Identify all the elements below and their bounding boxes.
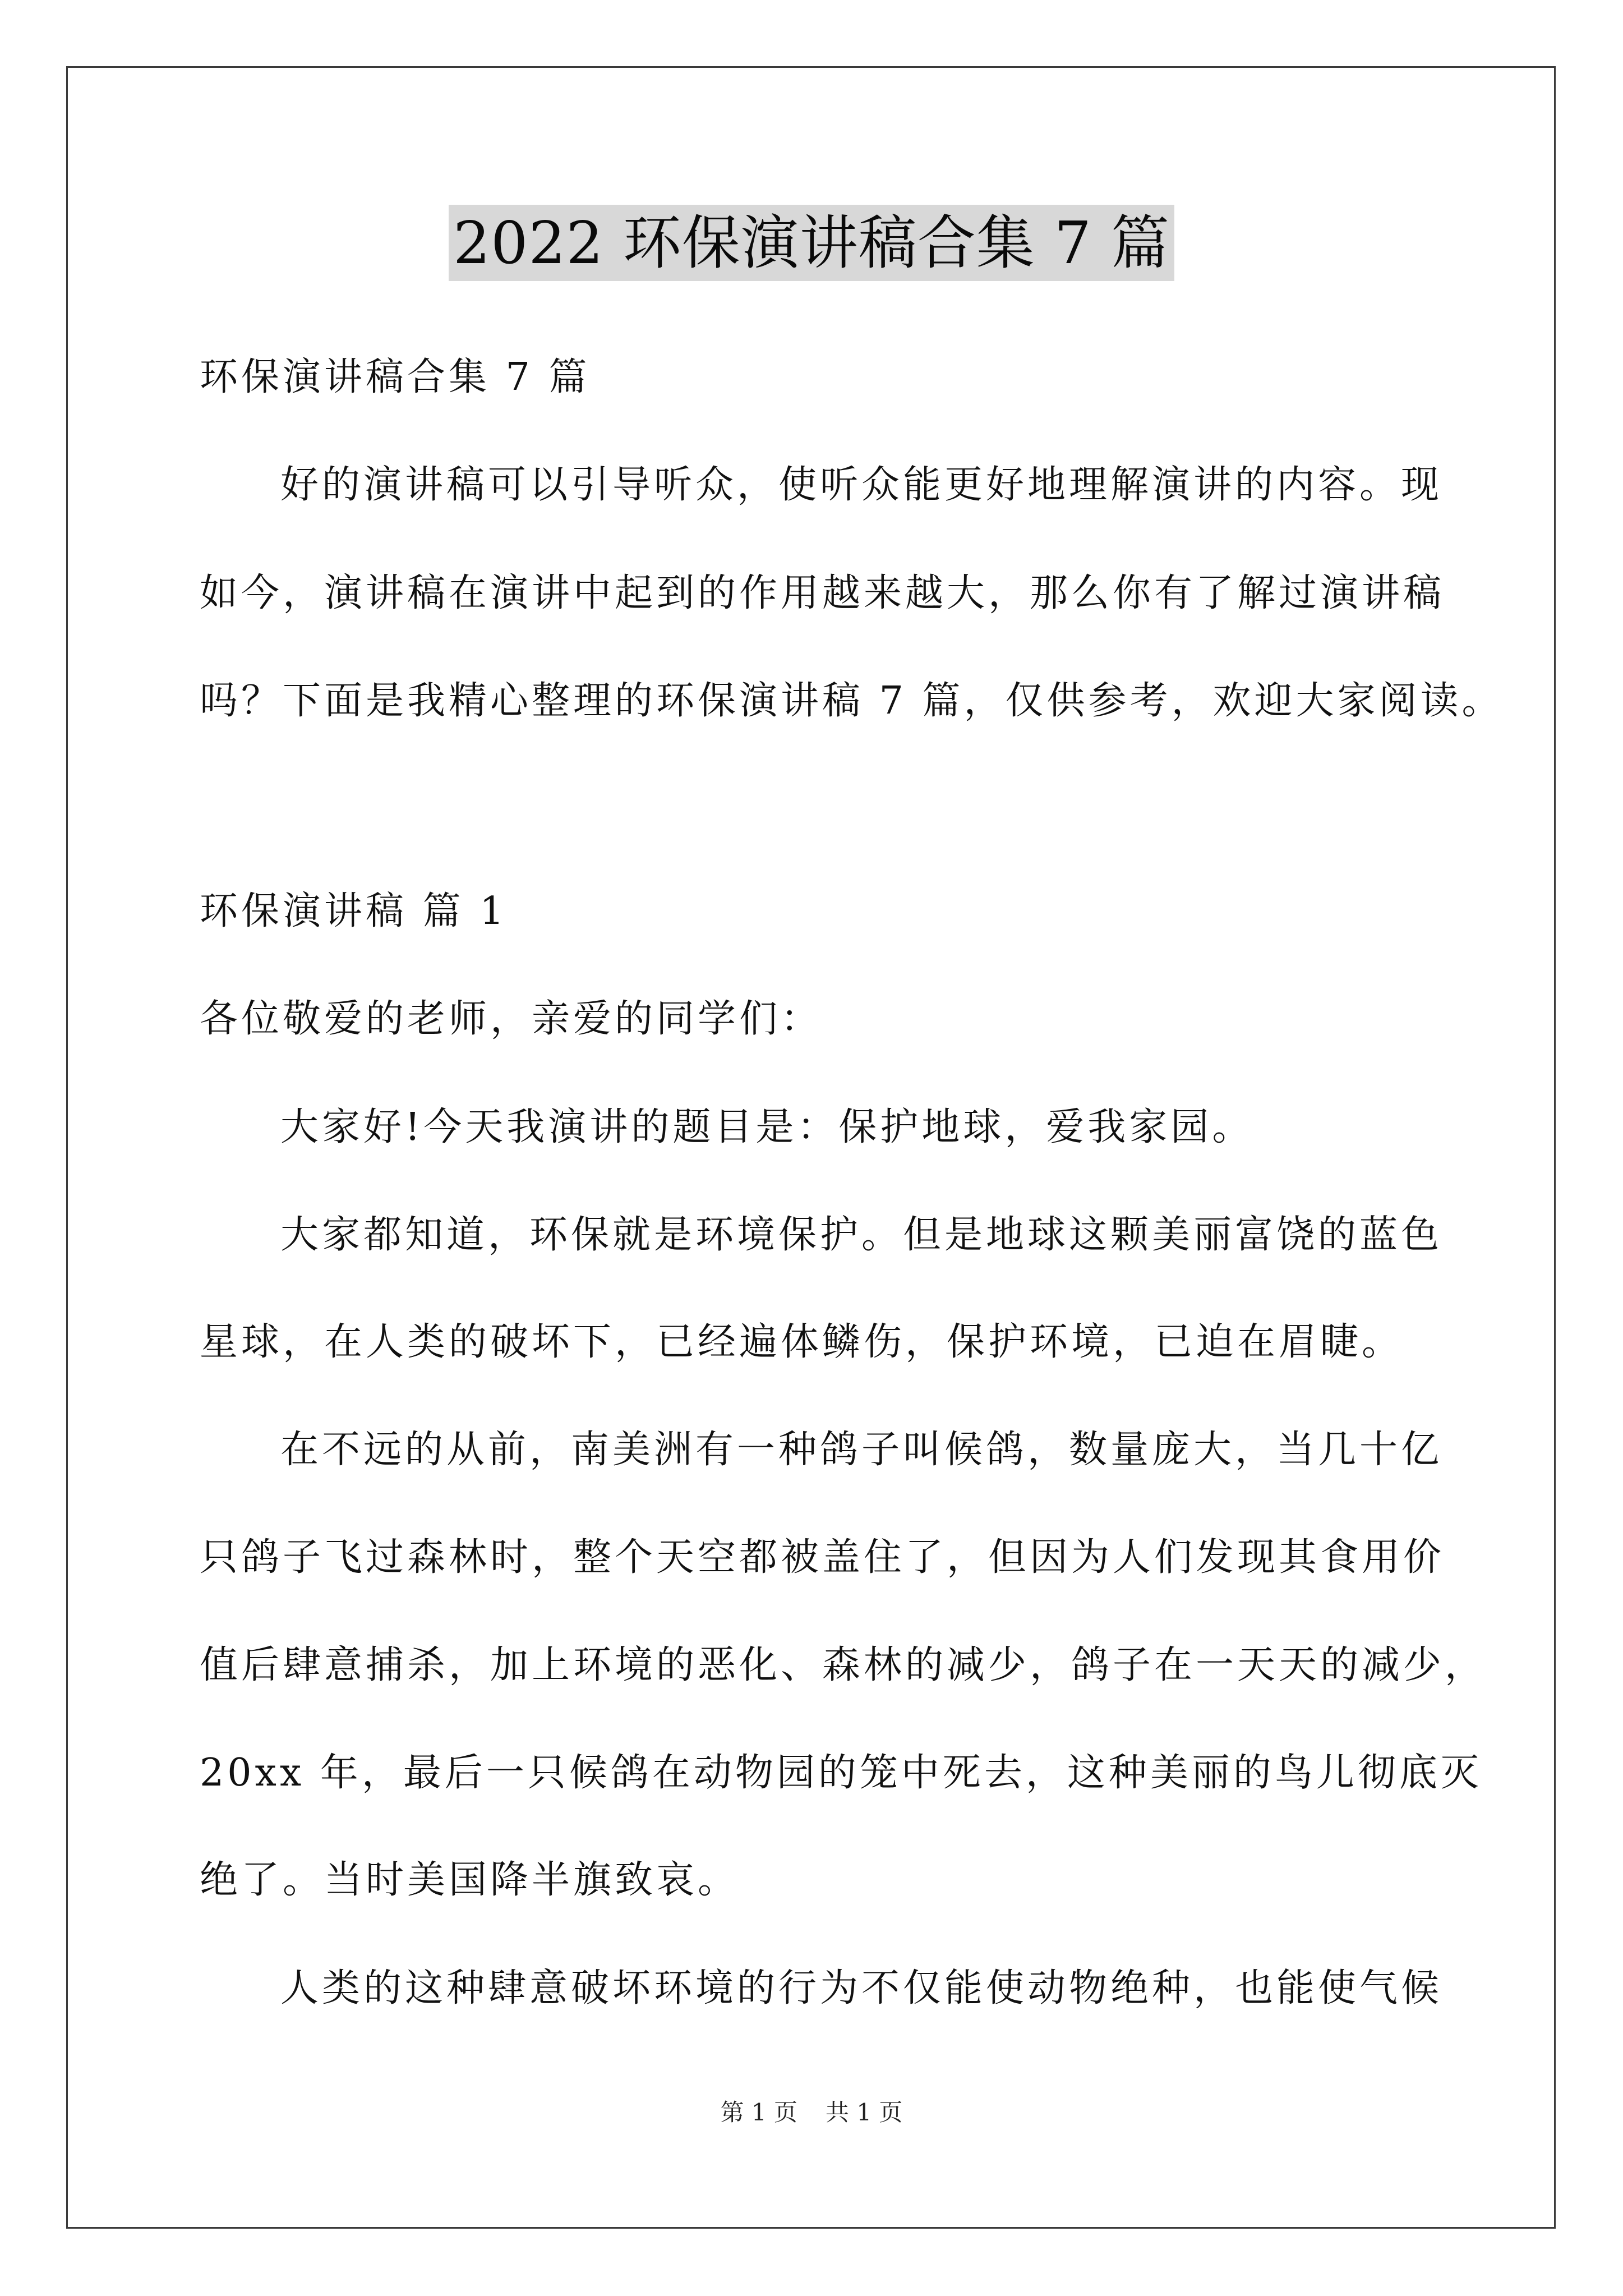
intro-line: 好的演讲稿可以引导听众，使听众能更好地理解演讲的内容。现 (280, 463, 1443, 507)
document-subtitle: 环保演讲稿合集 7 篇 (200, 355, 591, 399)
section-heading: 环保演讲稿 篇 1 (200, 889, 508, 933)
intro-line: 吗？下面是我精心整理的环保演讲稿 7 篇，仅供参考，欢迎大家阅读。 (200, 679, 1504, 723)
salutation: 各位敬爱的老师，亲爱的同学们： (200, 997, 823, 1041)
document-title: 2022 环保演讲稿合集 7 篇 (449, 205, 1174, 281)
page-footer (0, 2097, 1623, 2128)
paragraph-line: 值后肆意捕杀，加上环境的恶化、森林的减少，鸽子在一天天的减少， (200, 1643, 1487, 1687)
paragraph-line: 在不远的从前，南美洲有一种鸽子叫候鸽，数量庞大，当几十亿 (280, 1428, 1443, 1472)
paragraph-line: 星球，在人类的破坏下，已经遍体鳞伤，保护环境，已迫在眉睫。 (200, 1320, 1404, 1364)
page-number: 第 1 页 (720, 2099, 797, 2126)
paragraph-line: 只鸽子飞过森林时，整个天空都被盖住了，但因为人们发现其食用价 (200, 1535, 1445, 1580)
intro-line: 如今，演讲稿在演讲中起到的作用越来越大，那么你有了解过演讲稿 (200, 571, 1445, 615)
paragraph-line: 大家好!今天我演讲的题目是：保护地球，爱我家园。 (280, 1105, 1254, 1149)
paragraph-line: 绝了。当时美国降半旗致哀。 (200, 1858, 740, 1902)
paragraph-line: 人类的这种肆意破坏环境的行为不仅能使动物绝种，也能使气候 (280, 1966, 1443, 2010)
page-total: 共 1 页 (826, 2099, 903, 2126)
paragraph-line: 大家都知道，环保就是环境保护。但是地球这颗美丽富饶的蓝色 (280, 1213, 1443, 1257)
paragraph-line: 20xx 年，最后一只候鸽在动物园的笼中死去，这种美丽的鸟儿彻底灭 (200, 1751, 1482, 1795)
title-wrap (0, 205, 1623, 281)
